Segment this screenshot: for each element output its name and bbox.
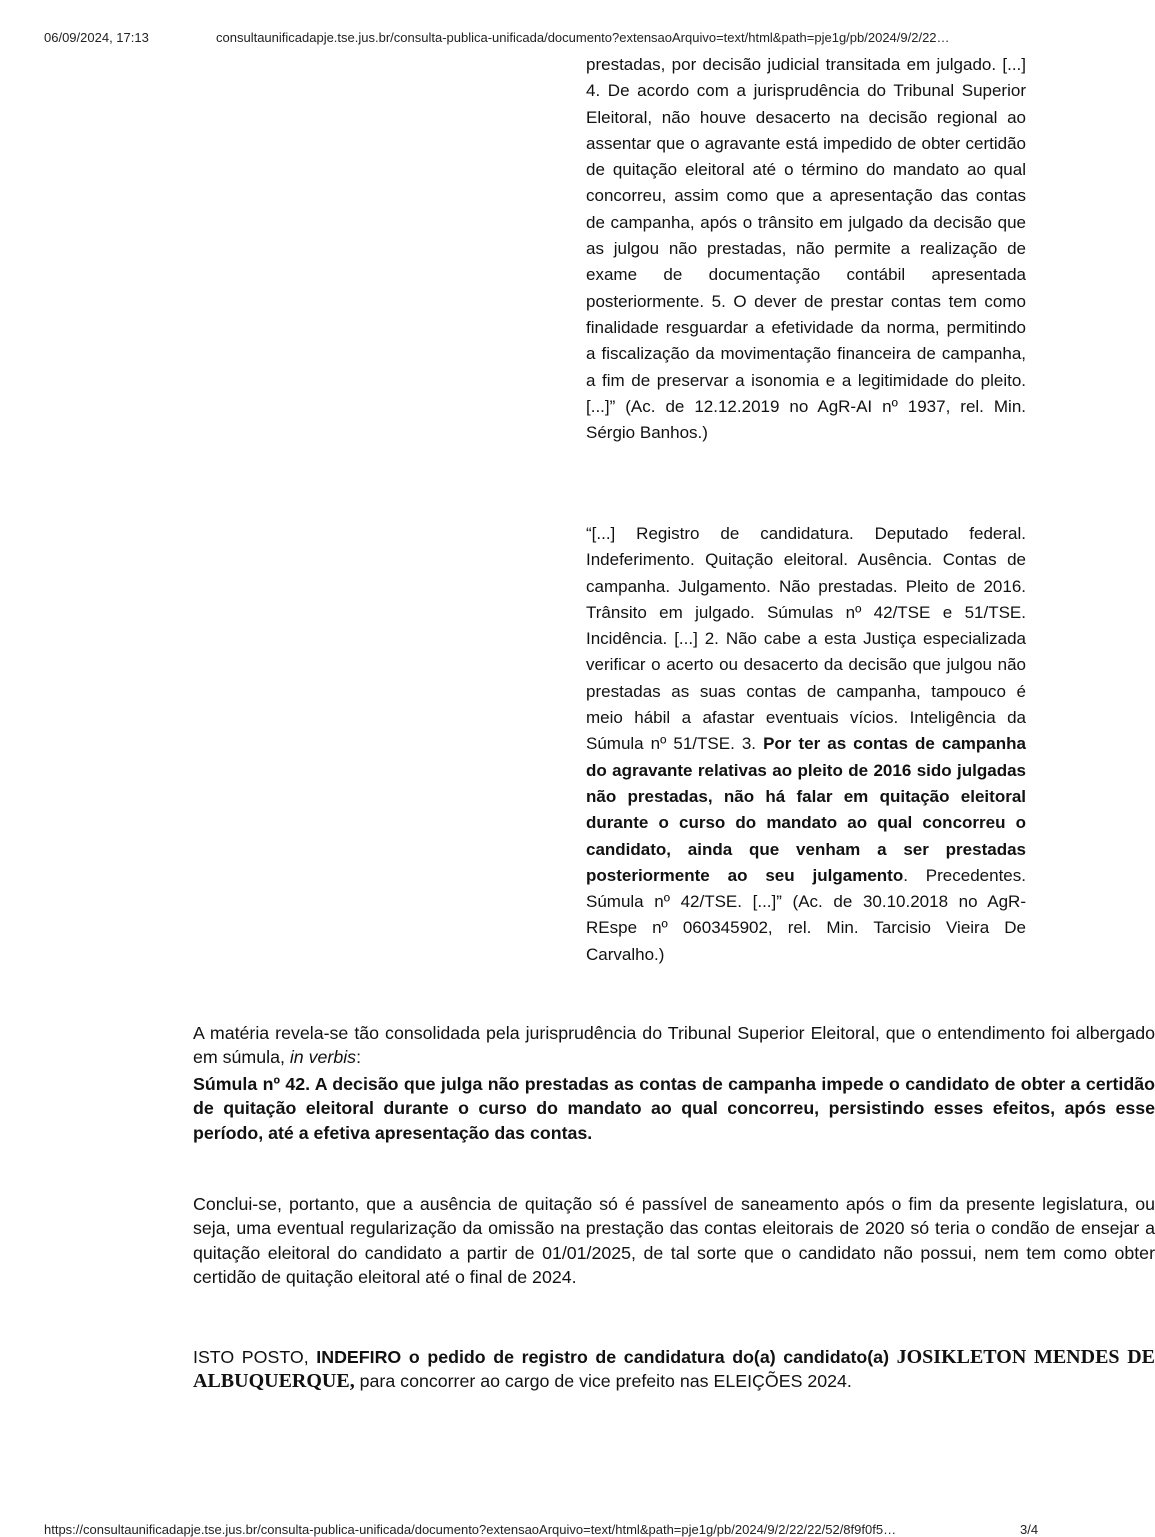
paragraph-1-text: A matéria revela-se tão consolidada pela jurisprudência do Tribunal Superior Eleitoral, que o entendimento foi albergado em súmula,: [193, 1023, 1155, 1068]
sumula-42-statement: [63, 1072, 1155, 1145]
page-number: 3/4: [1020, 1522, 1039, 1537]
print-footer-url: https://consultaunificadapje.tse.jus.br/consulta-publica-unificada/documento?extensaoArquivo=text/html&path=pje1g/pb/2024/9/2/22/22/52/8f9f0f5…: [44, 1522, 897, 1537]
quote-1-text: prestadas, por decisão judicial transitada em julgado. [...] 4. De acordo com a jurisprudência do Tribunal Superior Eleitoral, não houve desacerto na decisão regional ao assentar que o agravante está impedido de obter certidão de quitação eleitoral até o término do mandato ao qual concorreu, assim como que a apresentação das contas de campanha, após o trânsito em julgado da decisão que as julgou não prestadas, não permite a realização de exame de documentação contábil apresentada posteriormente. 5. O dever de prestar contas tem como finalidade resguardar a efetividade da norma, permitindo a fiscalização da movimentação financeira de campanha, a fim de preservar a isonomia e a legitimidade do pleito. [...]” (Ac. de 12.12.2019 no AgR-AI nº 1937, rel. Min. Sérgio Banhos.): [586, 55, 1026, 443]
paragraph-1-italic: in verbis: [289, 1047, 357, 1068]
quote-2-text-start: “[...] Registro de candidatura. Deputado federal. Indeferimento. Quitação eleitoral. Ausência. Contas de campanha. Julgamento. Não prestadas. Pleito de 2016. Trânsito em julgado. Súmulas nº 42/TSE e 51/TSE. Incidência. [...] 2. Não cabe a esta Justiça especializada verificar o acerto ou desacerto da decisão que julgou não prestadas as suas contas de campanha, tampouco é meio hábil a afastar eventuais vícios. Inteligência da Súmula nº 51/TSE. 3.: [586, 524, 1026, 754]
decision-rest: para concorrer ao cargo de vice prefeito nas ELEIÇÕES 2024.: [354, 1371, 852, 1392]
print-header-url: consultaunificadapje.tse.jus.br/consulta-publica-unificada/documento?extensaoArquivo=text/html&path=pje1g/pb/2024/9/2/22…: [216, 30, 950, 45]
print-datetime: 06/09/2024, 17:13: [44, 30, 149, 45]
sumula-42-text: Súmula nº 42. A decisão que julga não prestadas as contas de campanha impede o candidato de obter a certidão de quitação eleitoral durante o curso do mandato ao qual concorreu, persistindo esses efeitos, após esse período, até a efetiva apresentação das contas.: [193, 1074, 1155, 1143]
jurisprudence-quote-1: [586, 52, 1026, 446]
candidate-name: JOSIKLETON MENDES DE ALBUQUERQUE,: [193, 1346, 1155, 1393]
paragraph-2-text: Conclui-se, portanto, que a ausência de quitação só é passível de saneamento após o fim da presente legislatura, ou seja, uma eventual regularização da omissão na prestação das contas eleitorais de 2020 só teria o condão de ensejar a quitação eleitoral do candidato a partir de 01/01/2025, de tal sorte que o candidato não possui, nem tem como obter certidão de quitação eleitoral até o final de 2024.: [193, 1194, 1155, 1288]
quote-2-bold-text: Por ter as contas de campanha do agravante relativas ao pleito de 2016 sido julgadas não prestadas, não há falar em quitação eleitoral durante o curso do mandato ao qual concorreu o candidato, ainda que venham a ser prestadas posteriormente ao seu julgamento: [586, 734, 1026, 885]
quote-2-text-end: . Precedentes. Súmula nº 42/TSE. [...]” (Ac. de 30.10.2018 no AgR-REspe nº 060345902, rel. Min. Tarcisio Vieira De Carvalho.): [586, 865, 1026, 964]
paragraph-1-end: :: [356, 1047, 362, 1068]
paragraph-conclusion: [63, 1192, 1155, 1290]
jurisprudence-quote-2: [586, 521, 1026, 968]
paragraph-decision: [63, 1345, 1155, 1394]
decision-bold-text: INDEFIRO o pedido de registro de candidatura do(a) candidato(a): [316, 1347, 897, 1367]
paragraph-consolidated-jurisprudence: [63, 1021, 1155, 1070]
decision-lead: ISTO POSTO,: [193, 1347, 317, 1367]
